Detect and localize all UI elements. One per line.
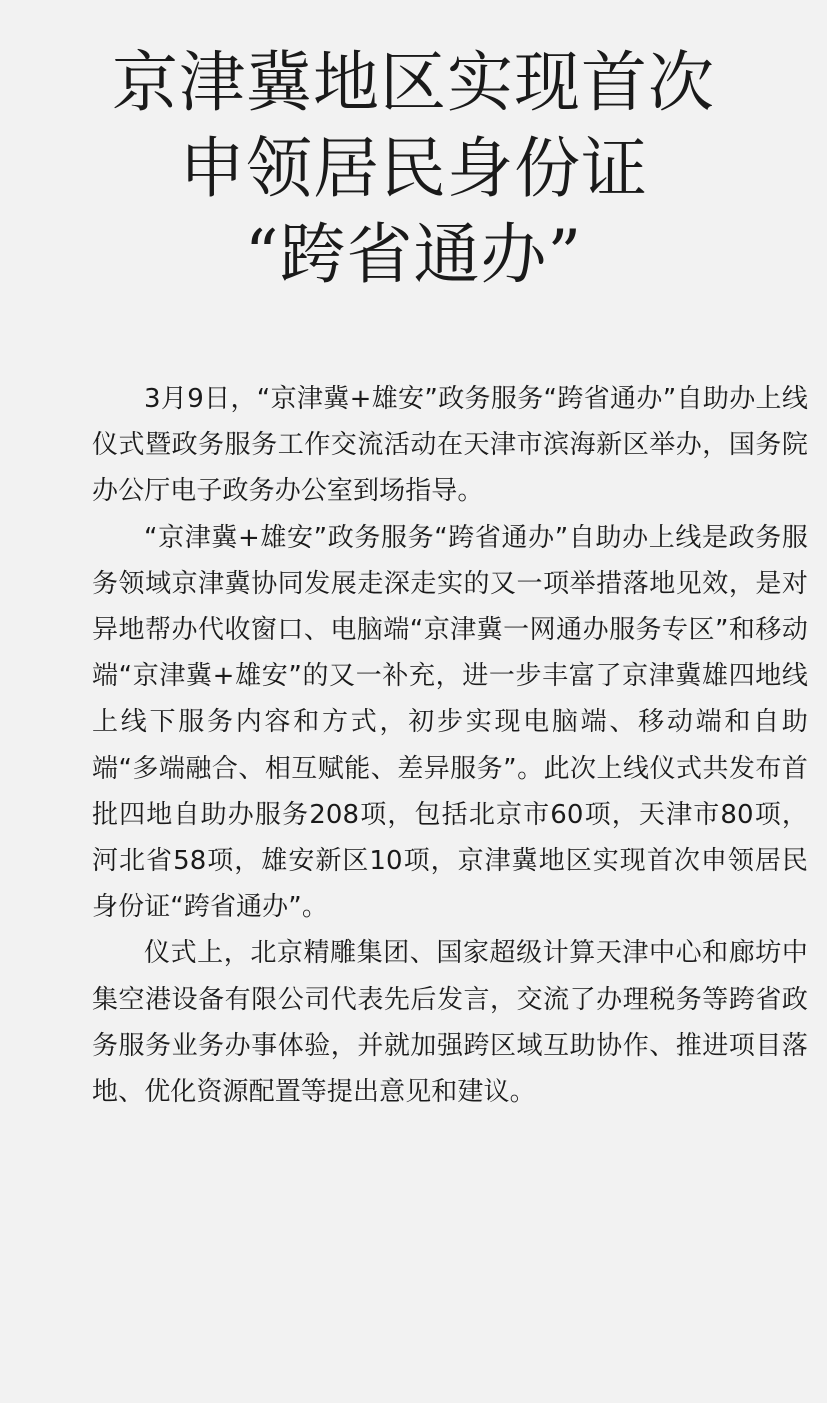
headline-line-3: “跨省通办” [244, 216, 583, 293]
article-body [92, 376, 808, 1115]
headline-line-1: 京津冀地区实现首次 [112, 44, 715, 121]
paragraph-1: 3月9日，“京津冀+雄安”政务服务“跨省通办”自助办上线仪式暨政务服务工作交流活动在天津市滨海新区举办，国务院办公厅电子政务办公室到场指导。 [92, 384, 808, 507]
paragraph-3: 仪式上，北京精雕集团、国家超级计算天津中心和廊坊中集空港设备有限公司代表先后发言，交流了办理税务等跨省政务服务业务办事体验，并就加强跨区域互助协作、推进项目落地、优化资源配置等提出意见和建议。 [92, 938, 808, 1108]
headline [0, 40, 827, 298]
paragraph-2: “京津冀+雄安”政务服务“跨省通办”自助办上线是政务服务领域京津冀协同发展走深走实的又一项举措落地见效，是对异地帮办代收窗口、电脑端“京津冀一网通办服务专区”和移动端“京津冀+雄安”的又一补充，进一步丰富了京津冀雄四地线上线下服务内容和方式，初步实现电脑端、移动端和自助端“多端融合、相互赋能、差异服务”。此次上线仪式共发布首批四地自助办服务208项，包括北京市60项，天津市80项，河北省58项，雄安新区10项，京津冀地区实现首次申领居民身份证“跨省通办”。 [92, 522, 808, 923]
headline-line-2: 申领居民身份证 [179, 130, 648, 207]
